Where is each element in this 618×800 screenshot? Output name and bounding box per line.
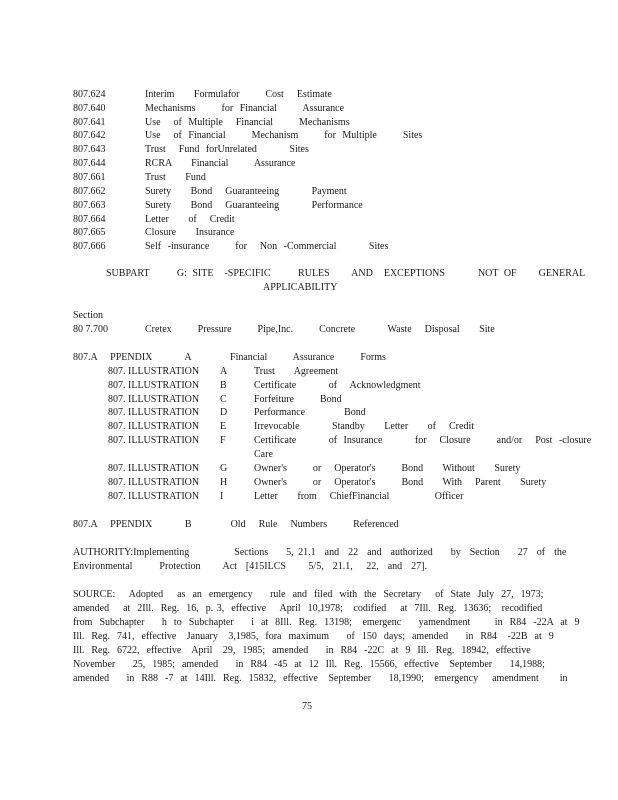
section-title: Interim Formulafor Cost Estimate — [145, 89, 332, 100]
illustration-label: 807. ILLUSTRATION — [108, 407, 200, 418]
illustration-label: 807. ILLUSTRATION — [108, 394, 200, 405]
illustration-label: 807. ILLUSTRATION — [108, 421, 200, 432]
illustration-label: 807. ILLUSTRATION — [108, 463, 200, 474]
section-title: RCRA Financial Assurance — [145, 158, 296, 169]
source-line: Ill. Reg. 741, effective January 3,1985, fora maximum of 150 days; amended in R84 -22B at 9 — [73, 631, 554, 642]
section-title: Self -insurance for Non -Commercial Sites — [145, 241, 389, 252]
source-line: amended in R88 -7 at 14Ill. Reg. 15832, effective September 18,1990; emergency amendment in — [73, 673, 568, 684]
section-title: Surety Bond Guaranteeing Payment — [145, 186, 347, 197]
illustration-letter: A — [220, 366, 228, 377]
source-line: SOURCE: Adopted as an emergency rule and filed with the Secretary of State July 27, 1973; — [73, 589, 544, 600]
illustration-letter: H — [220, 477, 228, 488]
section-number: 807.661 — [73, 172, 106, 183]
authority-line: Environmental Protection Act [415ILCS 5/5, 21.1, 22, and 27]. — [73, 561, 427, 572]
subpart-heading: SUBPART G: SITE -SPECIFIC RULES AND EXCEPTIONS NOT OF GENERAL — [106, 268, 586, 279]
illustration-title: Certificate of Acknowledgment — [254, 380, 421, 391]
section-title: Closure Insurance — [145, 227, 235, 238]
source-line: from Subchapter h to Subchapter i at 8Ill. Reg. 13198; emergenc yamendment in R84 -22A at 9 — [73, 617, 580, 628]
illustration-title: Owner's or Operator's Bond With Parent Surety — [254, 477, 547, 488]
section-number: 807.666 — [73, 241, 106, 252]
section-number: 807.663 — [73, 200, 106, 211]
illustration-label: 807. ILLUSTRATION — [108, 380, 200, 391]
section-number: 807.641 — [73, 117, 106, 128]
illustration-letter: B — [220, 380, 227, 391]
section-number: 807.665 — [73, 227, 106, 238]
source-line: amended at 2Ill. Reg. 16, p. 3, effective April 10,1978; codified at 7Ill. Reg. 13636; recodified — [73, 603, 543, 614]
illustration-letter: I — [220, 491, 224, 502]
authority-line: AUTHORITY:Implementing Sections 5, 21.1 and 22 and authorized by Section 27 of the — [73, 547, 567, 558]
appendix-b-heading: 807.A PPENDIX B Old Rule Numbers Referenced — [73, 519, 399, 530]
appendix-a-heading: 807.A PPENDIX A Financial Assurance Forms — [73, 352, 386, 363]
illustration-label: 807. ILLUSTRATION — [108, 491, 200, 502]
section-number: 807.642 — [73, 130, 106, 141]
illustration-letter: C — [220, 394, 227, 405]
source-line: November 25, 1985; amended in R84 -45 at 12 Ill. Reg. 15566, effective September 14,1988; — [73, 659, 545, 670]
page-number: 75 — [302, 701, 312, 712]
section-title: Trust Fund — [145, 172, 206, 183]
illustration-label: 807. ILLUSTRATION — [108, 477, 200, 488]
section-label: Section — [73, 310, 103, 321]
section-number: 807.644 — [73, 158, 106, 169]
illustration-title: Forfeiture Bond — [254, 394, 342, 405]
illustration-title: Trust Agreement — [254, 366, 339, 377]
illustration-letter: F — [220, 435, 226, 446]
section-title: Mechanisms for Financial Assurance — [145, 103, 345, 114]
section-number: 807.662 — [73, 186, 106, 197]
section-title: Surety Bond Guaranteeing Performance — [145, 200, 363, 211]
illustration-title: Performance Bond — [254, 407, 366, 418]
section-number: 807.643 — [73, 144, 106, 155]
illustration-title: Irrevocable Standby Letter of Credit — [254, 421, 474, 432]
illustration-label: 807. ILLUSTRATION — [108, 435, 200, 446]
illustration-letter: D — [220, 407, 228, 418]
section-number: 807.640 — [73, 103, 106, 114]
section-title: Cretex Pressure Pipe,Inc. Concrete Waste Disposal Site — [145, 324, 495, 335]
subpart-heading-line2: APPLICABILITY — [263, 282, 338, 293]
section-title: Use of Multiple Financial Mechanisms — [145, 117, 350, 128]
illustration-label: 807. ILLUSTRATION — [108, 366, 200, 377]
section-number: 80 7.700 — [73, 324, 108, 335]
illustration-title: Owner's or Operator's Bond Without Surety — [254, 463, 521, 474]
illustration-letter: E — [220, 421, 227, 432]
illustration-title: Certificate of Insurance for Closure and/or Post -closure — [254, 435, 592, 446]
section-title: Use of Financial Mechanism for Multiple Sites — [145, 130, 423, 141]
section-title: Trust Fund forUnrelated Sites — [145, 144, 309, 155]
illustration-letter: G — [220, 463, 228, 474]
source-line: Ill. Reg. 6722, effective April 29, 1985; amended in R84 -22C at 9 Ill. Reg. 18942, effective — [73, 645, 531, 656]
illustration-title-continued: Care — [254, 449, 273, 460]
illustration-title: Letter from ChiefFinancial Officer — [254, 491, 464, 502]
section-number: 807.624 — [73, 89, 106, 100]
section-number: 807.664 — [73, 214, 106, 225]
section-title: Letter of Credit — [145, 214, 235, 225]
